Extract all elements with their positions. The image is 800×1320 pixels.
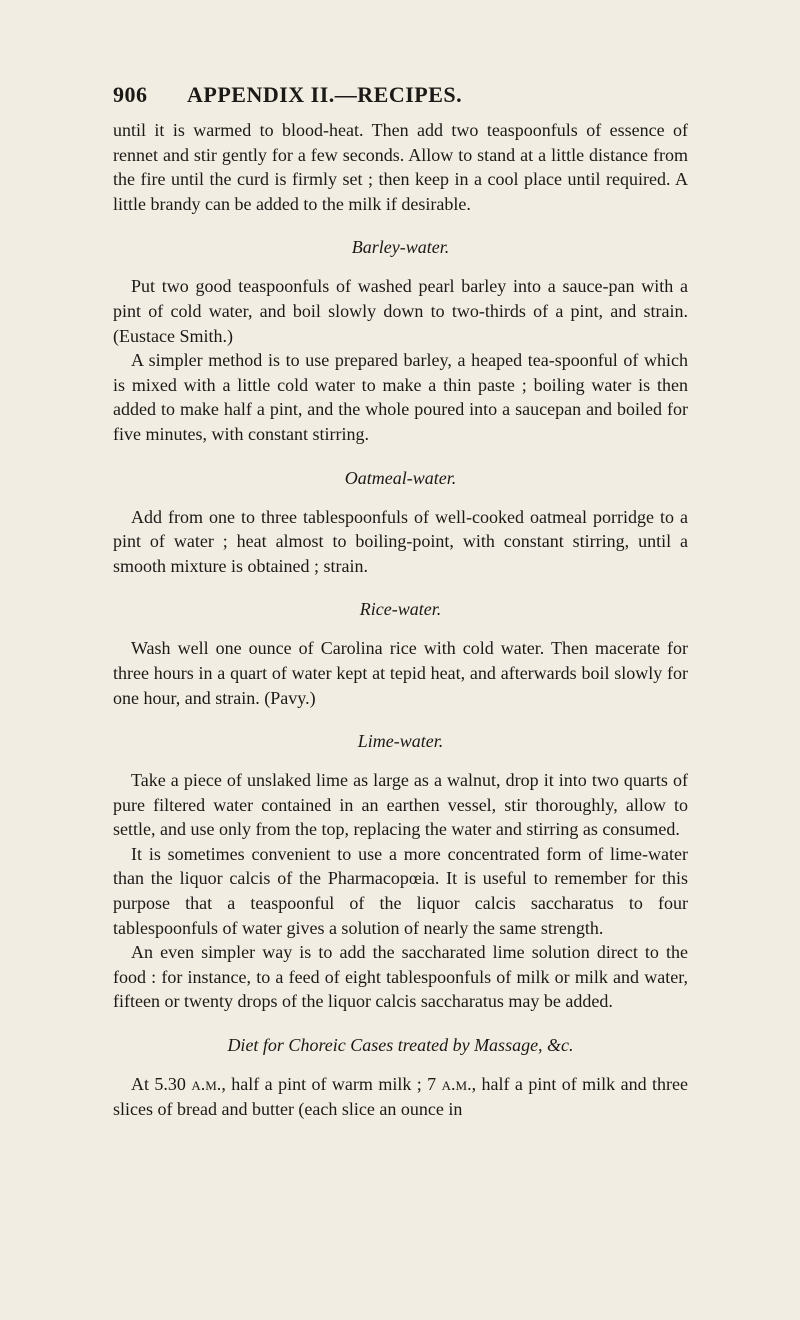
barley-paragraph-2: A simpler method is to use prepared barley, a heaped tea-spoonful of which is mixed with a little cold water to make a thin paste ; boiling water is then added to make half a pint, and the whole poured into a saucepan and boiled for five minutes, with constant stirring. [113, 350, 688, 444]
section-title-barley-water: Barley-water. [351, 237, 450, 258]
section-title-rice-water: Rice-water. [359, 599, 442, 620]
rice-paragraph-1: Wash well one ounce of Carolina rice with cold water. Then macerate for three hours in a quart of water kept at tepid heat, and afterwards boil slowly for one hour, and strain. (Pavy.) [113, 638, 688, 708]
barley-paragraph-1: Put two good teaspoonfuls of washed pearl barley into a sauce-pan with a pint of cold water, and boil slowly down to two-thirds of a pint, and strain. (Eustace Smith.) [113, 276, 688, 346]
running-head: APPENDIX II.—RECIPES. [187, 82, 463, 107]
diet-text-b: , half a pint of warm milk ; 7 [221, 1074, 442, 1095]
continuation-paragraph: until it is warmed to blood-heat. Then add two teaspoonfuls of essence of rennet and stir gently for a few seconds. Allow to stand at a little distance from the fire until the curd is firmly set ; then keep in a cool place until required. A little brandy can be added to the milk if desirable. [113, 120, 688, 214]
section-title-oatmeal-water: Oatmeal-water. [344, 467, 457, 488]
lime-paragraph-2: It is sometimes convenient to use a more concentrated form of lime-water than the liquor calcis of the Pharmacopœia. It is useful to remember for this purpose that a teaspoonful of the liquor calcis saccharatus to four tablespoonfuls of water gives a solution of nearly the same strength. [113, 843, 688, 938]
oatmeal-paragraph-1: Add from one to three tablespoonfuls of well-cooked oatmeal porridge to a pint of water ; heat almost to boiling-point, with constant stirring, until a smooth mixture is obtained ; strain. [113, 506, 688, 576]
diet-paragraph-1 [113, 1072, 688, 1121]
time-am-2: a.m. [441, 1074, 472, 1095]
section-title-choreic-diet: Diet for Choreic Cases treated by Massage, &c. [227, 1035, 574, 1056]
lime-paragraph-1: Take a piece of unslaked lime as large as a walnut, drop it into two quarts of pure filtered water contained in an earthen vessel, stir thoroughly, allow to settle, and use only from the top, replacing the water and stirring as consumed. [113, 770, 688, 840]
page-header [113, 82, 688, 108]
time-am-1: a.m. [191, 1074, 222, 1095]
section-title-lime-water: Lime-water. [357, 731, 444, 752]
lime-paragraph-3: An even simpler way is to add the saccharated lime solution direct to the food : for instance, to a feed of eight tablespoonfuls of milk or milk and water, fifteen or twenty drops of the liquor calcis saccharatus may be added. [113, 942, 688, 1012]
page-number: 906 [113, 82, 148, 107]
diet-text-a: At 5.30 [131, 1074, 192, 1095]
diet-text-c: , half a pint of milk and three slices of bread and butter (each slice an ounce in [113, 1074, 689, 1119]
